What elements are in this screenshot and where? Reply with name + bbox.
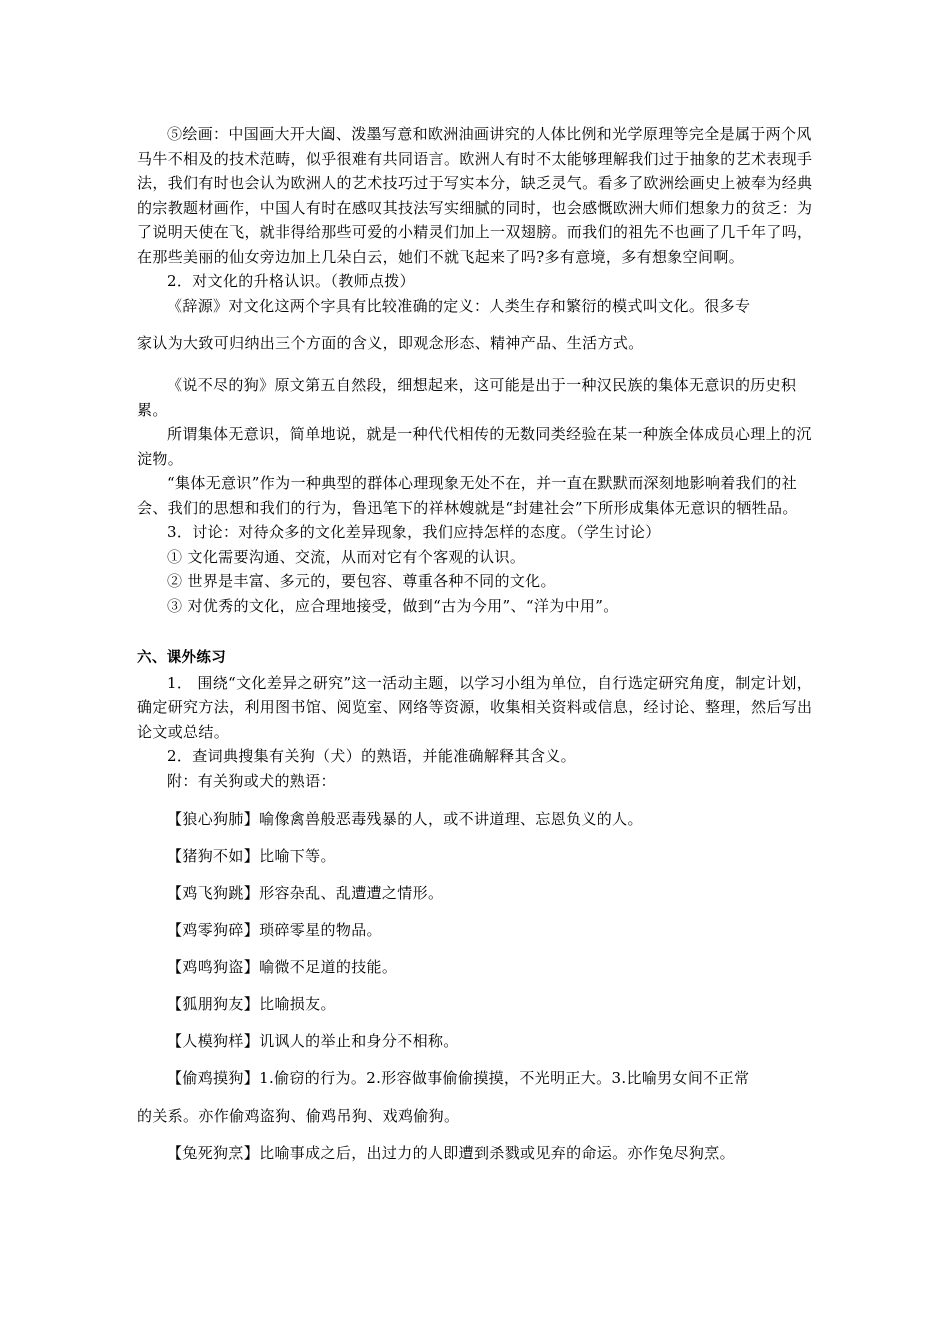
section-6-title: 六、课外练习 bbox=[137, 650, 227, 666]
collective-unconscious-definition: 所谓集体无意识，简单地说，就是一种代代相传的无数同类经验在某一种族全体成员心理上的沉淀物。 bbox=[137, 425, 812, 468]
idiom-tougou-line-1: 【偷鸡摸狗】1.偷窃的行为。2.形容做事偷偷摸摸，不光明正大。3.比喻男女间不正常 bbox=[167, 1069, 750, 1087]
item-2-heading: 2．对文化的升格认识。（教师点拨） bbox=[167, 272, 415, 290]
dog-text-paragraph: 《说不尽的狗》原文第五自然段，细想起来，这可能是出于一种汉民族的集体无意识的历史积累。 bbox=[137, 376, 797, 419]
idiom-item: 【鸡飞狗跳】形容杂乱、乱遭遭之情形。 bbox=[167, 884, 444, 902]
idiom-item: 【人模狗样】讥讽人的举止和身分不相称。 bbox=[167, 1032, 459, 1050]
exercise-2: 2．查词典搜集有关狗（犬）的熟语，并能准确解释其含义。 bbox=[167, 747, 576, 765]
item-3-heading: 3．讨论：对待众多的文化差异现象，我们应持怎样的态度。（学生讨论） bbox=[167, 523, 661, 541]
idiom-item: 【兔死狗烹】比喻事成之后，出过力的人即遭到杀戮或见弃的命运。亦作兔尽狗烹。 bbox=[167, 1144, 735, 1162]
collective-unconscious-effect: “集体无意识”作为一种典型的群体心理现象无处不在，并一直在默默而深刻地影响着我们的社会、我们的思想和我们的行为，鲁迅笔下的祥林嫂就是“封建社会”下所形成集体无意识的牺牲品。 bbox=[137, 474, 798, 517]
idiom-item: 【狐朋狗友】比喻损友。 bbox=[167, 995, 336, 1013]
painting-paragraph: ⑤绘画：中国画大开大阖、泼墨写意和欧洲油画讲究的人体比例和光学原理等完全是属于两个风马牛不相及的技术范畴，似乎很难有共同语言。欧洲人有时不太能够理解我们过于抽象的艺术表现手法，我们有时也会认为欧洲人的艺术技巧过于写实本分，缺乏灵气。看多了欧洲绘画史上被奉为经典的宗教题材画作，中国人有时在感叹其技法写实细腻的同时，也会感慨欧洲大师们想象力的贫乏：为了说明天使在飞，就非得给那些可爱的小精灵们加上一双翅膀。而我们的祖先不也画了几千年了吗，在那些美丽的仙女旁边加上几朵白云，她们不就飞起来了吗?多有意境，多有想象空间啊。 bbox=[137, 125, 813, 266]
attitude-item-3: ③ 对优秀的文化，应合理地接受，做到“古为今用”、“洋为中用”。 bbox=[167, 596, 619, 615]
idiom-item: 【狼心狗肺】喻像禽兽般恶毒残暴的人，或不讲道理、忘恩负义的人。 bbox=[167, 810, 643, 828]
attitude-item-2: ② 世界是丰富、多元的，要包容、尊重各种不同的文化。 bbox=[167, 572, 556, 590]
ciyuan-definition-line-2: 家认为大致可归纳出三个方面的含义，即观念形态、精神产品、生活方式。 bbox=[137, 334, 644, 352]
idiom-item: 【猪狗不如】比喻下等。 bbox=[167, 847, 336, 865]
exercise-1: 1． 围绕“文化差异之研究”这一活动主题，以学习小组为单位，自行选定研究角度，制定计划，确定研究方法，利用图书馆、阅览室、网络等资源，收集相关资料或信息，经讨论、整理，然后写出论文或总结。 bbox=[137, 673, 813, 741]
appendix-heading: 附：有关狗或犬的熟语： bbox=[167, 771, 336, 790]
idiom-tougou-line-2: 的关系。亦作偷鸡盗狗、偷鸡吊狗、戏鸡偷狗。 bbox=[137, 1107, 460, 1125]
idiom-item: 【鸡鸣狗盗】喻微不足道的技能。 bbox=[167, 958, 398, 976]
idiom-item: 【鸡零狗碎】琐碎零星的物品。 bbox=[167, 921, 382, 939]
document-body bbox=[137, 122, 816, 1165]
attitude-item-1: ① 文化需要沟通、交流，从而对它有个客观的认识。 bbox=[167, 547, 526, 566]
ciyuan-definition-line-1: 《辞源》对文化这两个字具有比较准确的定义：人类生存和繁衍的模式叫文化。很多专 bbox=[167, 296, 751, 315]
